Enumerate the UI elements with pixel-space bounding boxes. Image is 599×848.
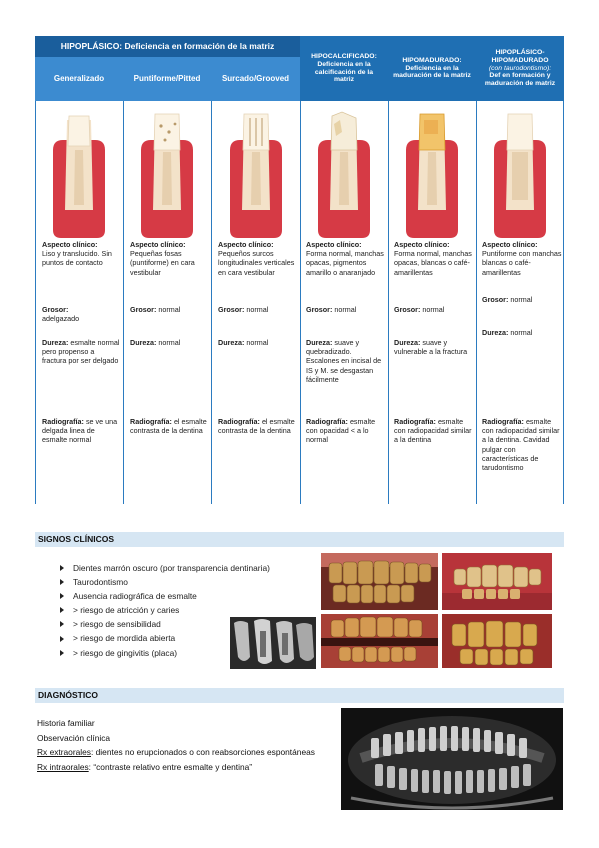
cell-aspecto-surcado: Aspecto clínico: Pequeños surcos longitudinales verticales en cara vestibular (218, 240, 295, 277)
hipocalcificado-header: HIPOCALCIFICADO: Deficiencia en la calcificación de la matriz (300, 36, 388, 101)
cell-radiografia-surcado: Radiografía: el esmalte contrasta de la dentina (218, 417, 295, 436)
diagnostico-text (37, 716, 317, 775)
hipoplasico-header: HIPOPLÁSICO: Deficiencia en formación de la matriz (35, 36, 300, 57)
clinical-photo-4 (442, 614, 552, 668)
cell-grosor-hipoplasico-hipomadurado: Grosor: normal (482, 295, 533, 304)
cell-radiografia-generalizado: Radiografía: se ve una delgada linea de esmalte normal (42, 417, 118, 445)
list-item: > riesgo de atricción y caries (60, 603, 270, 617)
arrow-bullet-icon (60, 579, 64, 585)
clinical-photo-2 (442, 553, 552, 610)
cell-dureza-generalizado: Dureza: esmalte normal pero propenso a fractura por ser delgado (42, 338, 120, 366)
subheader-surcado: Surcado/Grooved (211, 57, 300, 101)
cell-radiografia-hipomadurado: Radiografía: esmalte con radiopacidad similar a la dentina (394, 417, 472, 445)
hipomadurado-header: HIPOMADURADO: Deficiencia en la maduración de la matriz (388, 36, 476, 101)
cell-radiografia-hipoplasico-hipomadurado: Radiografía: esmalte con radiopacidad similar a la dentina. Cavidad pulgar con características de tarudontismo (482, 417, 560, 473)
cell-dureza-hipocalcificado: Dureza: suave y quebradizado. Escalones en incisal de IS y M. se desgastan fácilmente (306, 338, 382, 384)
cell-aspecto-generalizado: Aspecto clínico: Liso y translucido. Sin puntos de contacto (42, 240, 112, 268)
list-item: > riesgo de sensibilidad (60, 617, 270, 631)
cell-dureza-surcado: Dureza: normal (218, 338, 269, 347)
arrow-bullet-icon (60, 636, 64, 642)
amelogenesis-table (35, 36, 564, 504)
cell-radiografia-puntiforme: Radiografía: el esmalte contrasta de la dentina (130, 417, 207, 436)
list-item: Taurodontismo (60, 575, 270, 589)
list-item: Ausencia radiográfica de esmalte (60, 589, 270, 603)
cell-grosor-puntiforme: Grosor: normal (130, 305, 181, 314)
hipoplasico-hipomadurado-header (476, 36, 564, 101)
arrow-bullet-icon (60, 607, 64, 613)
cell-dureza-puntiforme: Dureza: normal (130, 338, 181, 347)
header-line: (con taurodontismo): (488, 64, 552, 72)
periapical-xray-image (230, 617, 316, 669)
diagnostico-line: Rx extraorales: dientes no erupcionados o con reabsorciones espontáneas (37, 747, 315, 758)
cell-aspecto-hipomadurado: Aspecto clínico: Forma normal, manchas opacas, blancas o café-amarillentas (394, 240, 472, 277)
cell-radiografia-hipocalcificado: Radiografía: esmalte con opacidad < a lo normal (306, 417, 376, 445)
cell-aspecto-puntiforme: Aspecto clínico: Pequeñas fosas (puntiforme) en cara vestibular (130, 240, 195, 277)
cell-dureza-hipomadurado: Dureza: suave y vulnerable a la fractura (394, 338, 468, 357)
cell-grosor-surcado: Grosor: normal (218, 305, 269, 314)
signos-clinicos-heading: SIGNOS CLÍNICOS (35, 532, 564, 547)
diagnostico-line: Rx intraorales: “contraste relativo entre esmalte y dentina” (37, 762, 253, 773)
panoramic-xray-image (341, 708, 563, 810)
diagnostico-heading: DIAGNÓSTICO (35, 688, 564, 703)
arrow-bullet-icon (60, 650, 64, 656)
arrow-bullet-icon (60, 593, 64, 599)
diagnostico-line: Observación clínica (37, 732, 111, 743)
cell-grosor-hipomadurado: Grosor: normal (394, 305, 445, 314)
arrow-bullet-icon (60, 565, 64, 571)
list-item: > riesgo de gingivitis (placa) (60, 646, 270, 660)
list-item: Dientes marrón oscuro (por transparencia dentinaria) (60, 561, 270, 575)
cell-grosor-hipocalcificado: Grosor: normal (306, 305, 357, 314)
cell-aspecto-hipocalcificado: Aspecto clínico: Forma normal, manchas opacas, pigmentos amarillo o anaranjado (306, 240, 384, 277)
cell-grosor-generalizado: Grosor: adelgazado (42, 305, 80, 324)
arrow-bullet-icon (60, 621, 64, 627)
list-item: > riesgo de mordida abierta (60, 631, 270, 645)
subheader-generalizado: Generalizado (35, 57, 123, 101)
header-line: Def en formación y maduración de matriz (484, 72, 556, 88)
cell-dureza-hipoplasico-hipomadurado: Dureza: normal (482, 328, 533, 337)
clinical-photo-3 (321, 614, 438, 668)
header-line: HIPOPLÁSICO-HIPOMADURADO (491, 48, 549, 64)
subheader-puntiforme: Puntiforme/Pitted (123, 57, 211, 101)
diagnostico-line: Historia familiar (37, 718, 95, 728)
cell-aspecto-hipoplasico-hipomadurado: Aspecto clínico: Puntiforme con manchas blancas o café-amarillentas (482, 240, 562, 277)
clinical-photo-1 (321, 553, 438, 610)
